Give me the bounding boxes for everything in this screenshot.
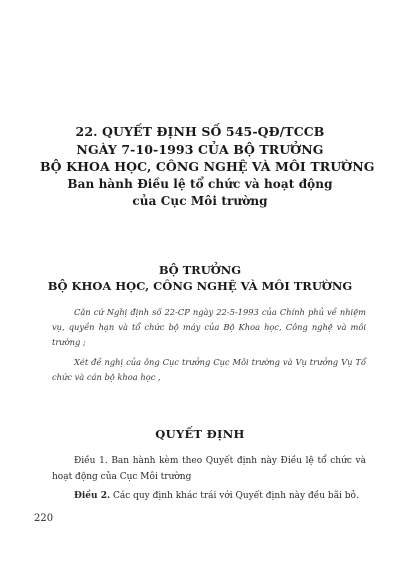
article-1 — [52, 453, 366, 485]
article-label: Điều 1. — [74, 456, 108, 466]
preamble-legal-basis — [52, 305, 366, 350]
title-line-subject: Ban hành Điều lệ tổ chức và hoạt động — [67, 176, 333, 191]
title-line-decision-number: 22. QUYẾT ĐỊNH SỐ 545-QĐ/TCCB — [75, 124, 325, 139]
preamble-paragraph: Xét đề nghị của ông Cục trưởng Cục Môi trường và Vụ trưởng Vụ Tổ chức và cán bộ khoa học , — [52, 357, 366, 382]
title-line-date: NGÀY 7-10-1993 CỦA BỘ TRƯỞNG — [76, 141, 324, 157]
authority-ministry: BỘ KHOA HỌC, CÔNG NGHỆ VÀ MÔI TRƯỜNG — [47, 279, 353, 293]
title-line-ministry: BỘ KHOA HỌC, CÔNG NGHỆ VÀ MÔI TRƯỜNG — [40, 159, 375, 174]
issuing-authority — [40, 262, 360, 294]
preamble-paragraph: Căn cứ Nghị định số 22-CP ngày 22-5-1993 của Chính phủ về nhiệm vụ, quyền hạn và tổ chức bộ máy của Bộ Khoa học, Công nghệ và môi trường ; — [52, 307, 366, 347]
article-2 — [52, 488, 366, 504]
title-line-agency: của Cục Môi trường — [132, 194, 268, 208]
article-text: Các quy định khác trái với Quyết định này đều bãi bỏ. — [112, 491, 359, 501]
page-number: 220 — [34, 513, 54, 524]
decision-title — [40, 123, 375, 211]
preamble-proposal — [52, 355, 366, 385]
authority-title: BỘ TRƯỞNG — [158, 263, 242, 277]
article-paragraph — [52, 488, 366, 504]
article-paragraph — [52, 453, 366, 485]
decision-heading: QUYẾT ĐỊNH — [155, 427, 245, 441]
article-label: Điều 2. — [74, 491, 111, 501]
article-text: Ban hành kèm theo Quyết định này Điều lệ tổ chức và hoạt động của Cục Môi trường — [52, 456, 366, 482]
